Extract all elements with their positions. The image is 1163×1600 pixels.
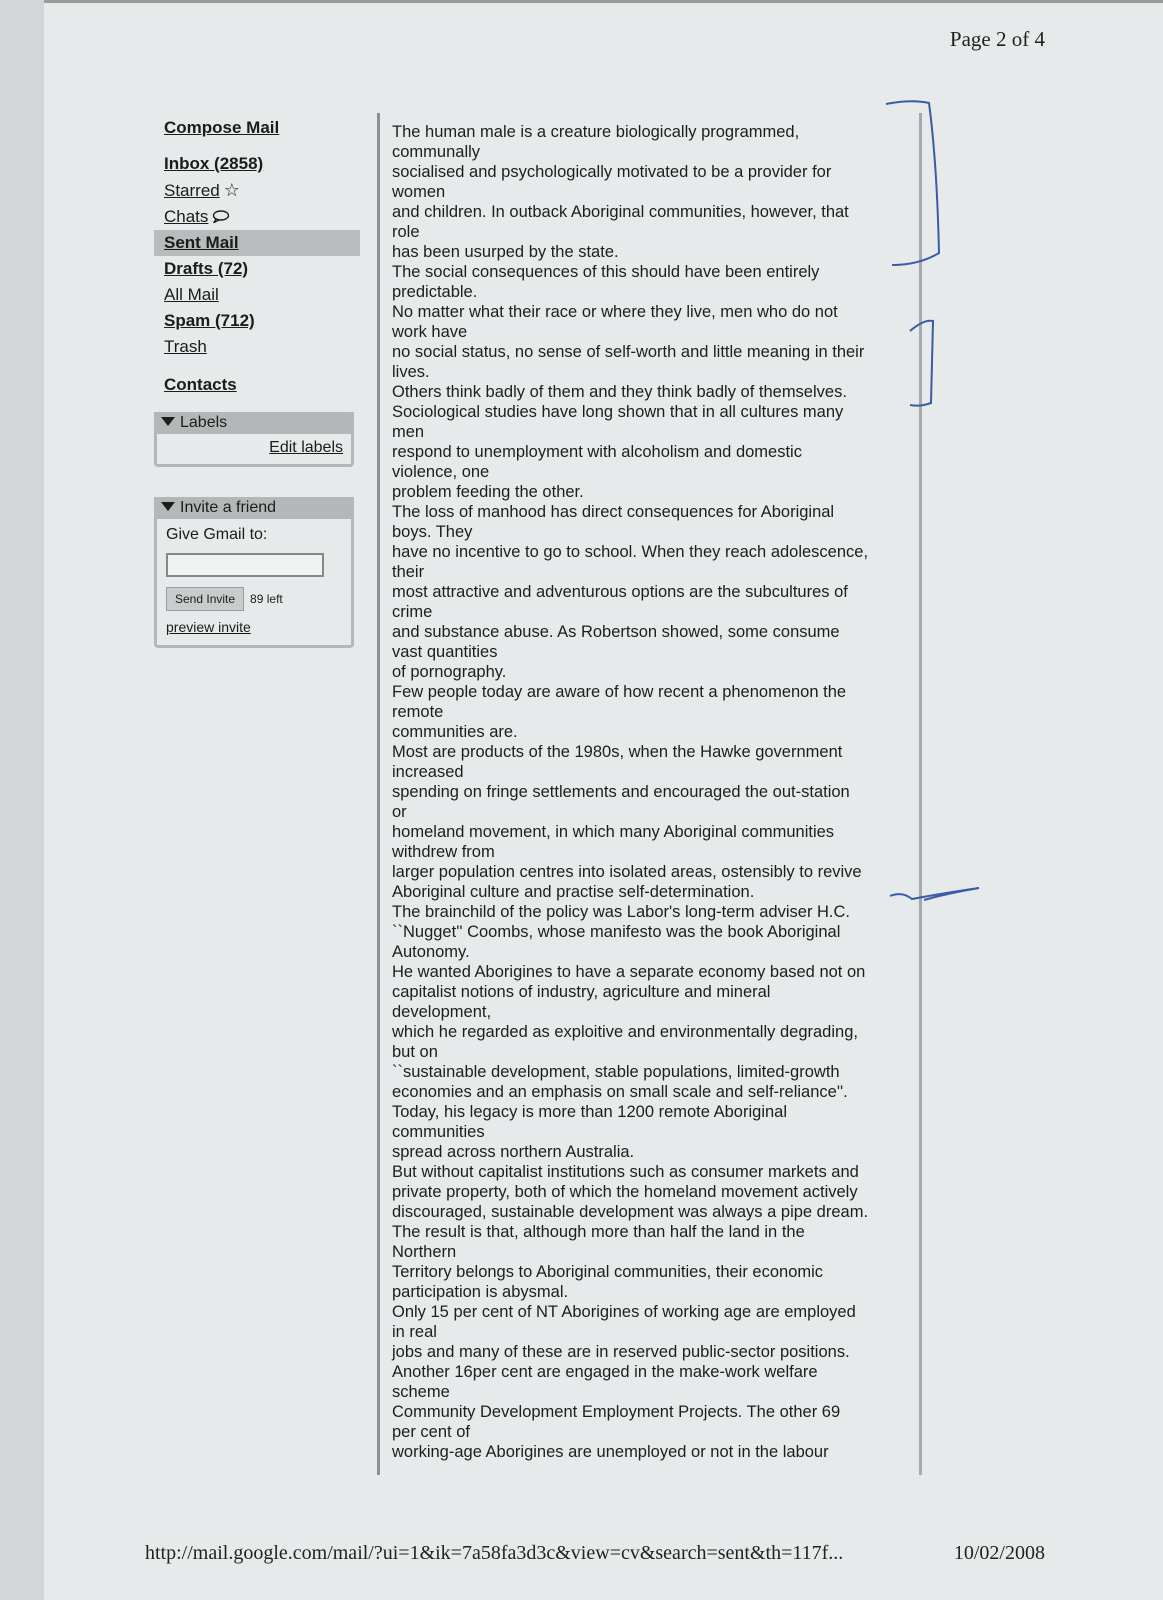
message-line: Few people today are aware of how recent a phenomenon the <box>392 683 847 701</box>
message-line: respond to unemployment with alcoholism and domestic <box>392 443 802 461</box>
message-line: Aboriginal culture and practise self-determination. <box>392 883 755 901</box>
starred-link[interactable] <box>154 177 364 204</box>
message-line: The result is that, although more than half the land in the <box>392 1223 805 1241</box>
labels-box <box>154 412 354 467</box>
message-line: or <box>392 803 407 821</box>
spam-link[interactable]: Spam (712) <box>164 311 255 330</box>
starred-label: Starred <box>164 181 220 200</box>
message-line: work have <box>392 323 468 341</box>
message-line: communities are. <box>392 723 518 741</box>
message-line: predictable. <box>392 283 478 301</box>
message-line: participation is abysmal. <box>392 1283 569 1301</box>
message-border-right <box>919 113 922 1475</box>
message-line: development, <box>392 1003 492 1021</box>
message-line: has been usurped by the state. <box>392 243 619 261</box>
invite-body <box>157 519 351 645</box>
message-line: Most are products of the 1980s, when the Hawke government <box>392 743 843 761</box>
message-line: crime <box>392 603 433 621</box>
message-line: their <box>392 563 425 581</box>
message-line: Only 15 per cent of NT Aborigines of working age are employed <box>392 1303 856 1321</box>
edit-labels-link[interactable]: Edit labels <box>269 439 343 456</box>
inbox-link[interactable]: Inbox (2858) <box>164 154 264 173</box>
message-line: Today, his legacy is more than 1200 remote Aboriginal <box>392 1103 788 1121</box>
compose-mail-link[interactable]: Compose Mail <box>164 118 280 137</box>
message-line: jobs and many of these are in reserved public-sector positions. <box>392 1343 850 1361</box>
message-line: larger population centres into isolated areas, ostensibly to revive <box>392 863 862 881</box>
message-line: Community Development Employment Projects. The other 69 <box>392 1403 841 1421</box>
message-line: violence, one <box>392 463 490 481</box>
labels-body <box>157 434 351 464</box>
message-line: men <box>392 423 425 441</box>
message-line: scheme <box>392 1383 450 1401</box>
message-line: Autonomy. <box>392 943 470 961</box>
invite-row <box>166 587 351 611</box>
invite-email-input[interactable] <box>166 553 324 577</box>
message-line: ``Nugget'' Coombs, whose manifesto was the book Aboriginal <box>392 923 841 941</box>
chats-link[interactable] <box>154 204 364 230</box>
message-body <box>392 122 912 1462</box>
labels-header[interactable] <box>154 412 354 434</box>
message-line: lives. <box>392 363 430 381</box>
message-line: withdrew from <box>392 843 495 861</box>
chats-label: Chats <box>164 207 209 226</box>
footer-date: 10/02/2008 <box>953 1542 1045 1564</box>
footer-url: http://mail.google.com/mail/?ui=1&ik=7a58fa3d3c&view=cv&search=sent&th=117f... <box>145 1542 844 1564</box>
message-line: of pornography. <box>392 663 507 681</box>
message-line: private property, both of which the homeland movement actively <box>392 1183 858 1201</box>
page-number: Page 2 of 4 <box>949 27 1045 51</box>
message-line: problem feeding the other. <box>392 483 584 501</box>
message-line: ``sustainable development, stable populations, limited-growth <box>392 1063 840 1081</box>
message-line: spending on fringe settlements and encouraged the out-station <box>392 783 850 801</box>
message-line: Sociological studies have long shown that in all cultures many <box>392 403 844 421</box>
message-line: The human male is a creature biologically programmed, <box>392 123 800 141</box>
message-line: Others think badly of them and they think badly of themselves. <box>392 383 847 401</box>
invite-header[interactable] <box>154 497 354 519</box>
message-line: The brainchild of the policy was Labor's long-term adviser H.C. <box>392 903 851 921</box>
scan-edge-left <box>0 0 44 1600</box>
invite-header-label: Invite a friend <box>180 499 277 516</box>
triangle-down-icon <box>161 417 175 426</box>
message-line: socialised and psychologically motivated to be a provider for <box>392 163 832 181</box>
sent-mail-link[interactable]: Sent Mail <box>154 230 360 256</box>
invites-left-count: 89 left <box>250 592 283 606</box>
contacts-link[interactable]: Contacts <box>164 375 237 394</box>
message-line: Territory belongs to Aboriginal communities, their economic <box>392 1263 824 1281</box>
message-line: but on <box>392 1043 438 1061</box>
message-line: women <box>392 183 446 201</box>
message-line: boys. They <box>392 523 473 541</box>
message-line: and substance abuse. As Robertson showed, some consume <box>392 623 840 641</box>
invite-box <box>154 497 354 648</box>
message-line: homeland movement, in which many Aboriginal communities <box>392 823 835 841</box>
message-line: He wanted Aborigines to have a separate economy based not on <box>392 963 866 981</box>
message-line: economies and an emphasis on small scale and self-reliance''. <box>392 1083 848 1101</box>
message-line: working-age Aborigines are unemployed or not in the labour <box>392 1443 829 1461</box>
give-gmail-label: Give Gmail to: <box>166 526 268 543</box>
message-line: have no incentive to go to school. When they reach adolescence, <box>392 543 869 561</box>
chat-bubble-icon <box>212 210 229 223</box>
message-line: No matter what their race or where they live, men who do not <box>392 303 838 321</box>
send-invite-button[interactable]: Send Invite <box>166 587 244 611</box>
gmail-sidebar <box>154 115 364 648</box>
message-line: and children. In outback Aboriginal communities, however, that <box>392 203 849 221</box>
message-line: no social status, no sense of self-worth and little meaning in their <box>392 343 865 361</box>
message-line: spread across northern Australia. <box>392 1143 635 1161</box>
message-line: which he regarded as exploitive and environmentally degrading, <box>392 1023 858 1041</box>
message-line: Another 16per cent are engaged in the make-work welfare <box>392 1363 818 1381</box>
message-line: per cent of <box>392 1423 470 1441</box>
message-line: vast quantities <box>392 643 498 661</box>
message-line: capitalist notions of industry, agriculture and mineral <box>392 983 771 1001</box>
message-line: increased <box>392 763 464 781</box>
message-border-left <box>377 113 380 1475</box>
message-line: role <box>392 223 420 241</box>
message-line: The social consequences of this should have been entirely <box>392 263 820 281</box>
printed-page <box>44 3 1163 1600</box>
star-icon: ☆ <box>223 180 240 200</box>
all-mail-link[interactable]: All Mail <box>164 285 219 304</box>
message-line: The loss of manhood has direct consequences for Aboriginal <box>392 503 835 521</box>
message-line: Northern <box>392 1243 457 1261</box>
message-line: remote <box>392 703 444 721</box>
drafts-link[interactable]: Drafts (72) <box>164 259 249 278</box>
message-line: in real <box>392 1323 437 1341</box>
triangle-down-icon <box>161 502 175 511</box>
trash-link[interactable]: Trash <box>164 337 207 356</box>
message-line: But without capitalist institutions such as consumer markets and <box>392 1163 859 1181</box>
labels-header-label: Labels <box>180 414 228 431</box>
message-line: communities <box>392 1123 485 1141</box>
message-line: discouraged, sustainable development was always a pipe dream. <box>392 1203 869 1221</box>
message-line: communally <box>392 143 481 161</box>
preview-invite-link[interactable]: preview invite <box>166 619 251 635</box>
message-line: most attractive and adventurous options are the subcultures of <box>392 583 848 601</box>
